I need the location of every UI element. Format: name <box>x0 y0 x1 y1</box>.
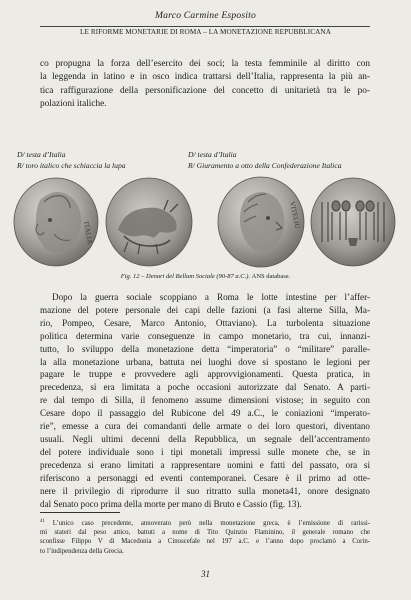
coin-figure <box>0 172 411 272</box>
coin-caption-reverse: R/ Giuramento a otto della Confederazione Italica <box>188 160 342 170</box>
intro-paragraph <box>40 58 370 111</box>
text-line: tutto, lo sviluppo della monetazione detta “imperatoria” o “militare” paralle- <box>40 343 370 354</box>
text-line: nere il privilegio di riprodurre il suo ritratto sulla moneta41, onore designato <box>40 485 370 496</box>
footnote-number: 41 <box>40 519 45 524</box>
running-header-title: LE RIFORME MONETARIE DI ROMA – LA MONETAZIONE REPUBBLICANA <box>79 28 331 36</box>
coin-legend: VITELIU <box>288 200 302 230</box>
text-line: rie”, emesse a cura dei comandanti delle armate o dei loro questori, diventano <box>40 421 370 432</box>
text-line: Dopo la guerra sociale scoppiano a Roma le lotte intestine per l’affer- <box>52 292 370 302</box>
text-line: mazione del potere personale dei capi delle fazioni (a fasi alterne Silla, Ma- <box>40 304 370 315</box>
text-line: mi stateri dal peso attico, battuti a nome di Tito Quinzio Flaminino, il generale romano che <box>40 529 370 537</box>
header-rule <box>40 26 370 27</box>
text-line: riferiscono a personaggi ed eventi contemporanei. Cesare è il primo ad otte- <box>40 472 370 483</box>
page-number: 31 <box>201 569 210 579</box>
coin-2-reverse <box>106 178 192 266</box>
footnote <box>40 517 370 556</box>
coin-caption-obverse: D/ testa d’Italia <box>17 150 66 159</box>
figure-caption-source: ANS database. <box>251 273 291 280</box>
text-line: precedenza si erano limitati a rappresentare uomini e fatti del passato, ora si <box>40 459 370 470</box>
figure-caption <box>0 273 411 280</box>
coin-images <box>0 172 411 272</box>
text-line: to l’indipendenza della Grecia. <box>40 547 124 555</box>
text-line: L’unico caso precedente, annoverato però nella monetazione greca, è l’emissione di rarissi- <box>52 520 370 527</box>
text-line: polazioni italiche. <box>40 98 107 109</box>
coin-caption-right <box>188 150 342 171</box>
coin-3-obverse <box>218 177 304 267</box>
text-line: Cesare dopo il passaggio del Rubicone del 49 a.C., le coniazioni “imperato- <box>40 408 370 419</box>
coin-caption-obverse: D/ testa d’Italia <box>188 150 237 159</box>
footnote-rule <box>40 512 120 513</box>
running-header-author: Marco Carmine Esposito <box>154 10 257 21</box>
text-line: dal Senato poco prima della morte per mano di Bruto e Cassio (fig. 13). <box>40 498 302 509</box>
text-line: re dal tempo di Silla, il fenomeno assume dimensioni vistose; in seguito con <box>40 395 370 406</box>
coin-legend: ITALIA <box>82 220 94 245</box>
text-line: co propugna la forza dell’esercito dei soci; la testa femminile al diritto con <box>40 59 370 69</box>
coin-1-obverse <box>14 178 98 266</box>
coin-4-reverse <box>311 178 395 266</box>
text-line: usuali. Negli ultimi decenni della Repubblica, un segnale dell’accentramento <box>40 433 370 444</box>
text-line: la leggenda in latino e in osco indica trattarsi dell’Italia, rappresenta la più an- <box>40 72 370 83</box>
body-paragraph <box>40 291 370 510</box>
figure-caption-main: Fig. 12 – Denari del Bellum Sociale (90-87 a.C.). <box>120 273 250 280</box>
text-line: pagare le truppe e provvedere agli approvvigionamenti. Questa pratica, in <box>40 369 370 380</box>
coin-caption-reverse: R/ toro italico che schiaccia la lupa <box>17 160 126 170</box>
text-line: rio, Pompeo, Cesare, Marco Antonio, Ottaviano). La turbolenta situazione <box>40 317 370 328</box>
text-line: sconfisse Filippo V di Macedonia a Cinoscefale nel 197 a.C. e l’anno dopo proclamò a Corin- <box>40 538 370 546</box>
coin-caption-left <box>17 150 126 171</box>
text-line: tica raffigurazione della personificazione del concetto di unitarietà tra le po- <box>40 85 370 96</box>
text-line: la alla monetazione urbana, battuta nei luoghi dove si spostano le legioni per <box>40 356 370 367</box>
text-line: del potere individuale sono i tipi monetali impressi sulle monete che, se in <box>40 446 370 457</box>
text-line: precedenza, si era limitata a poche occasioni autorizzate dal Senato. A parti- <box>40 382 370 393</box>
text-line: politica determina varie conseguenze in campo monetario, tra cui, innanzi- <box>40 330 370 341</box>
